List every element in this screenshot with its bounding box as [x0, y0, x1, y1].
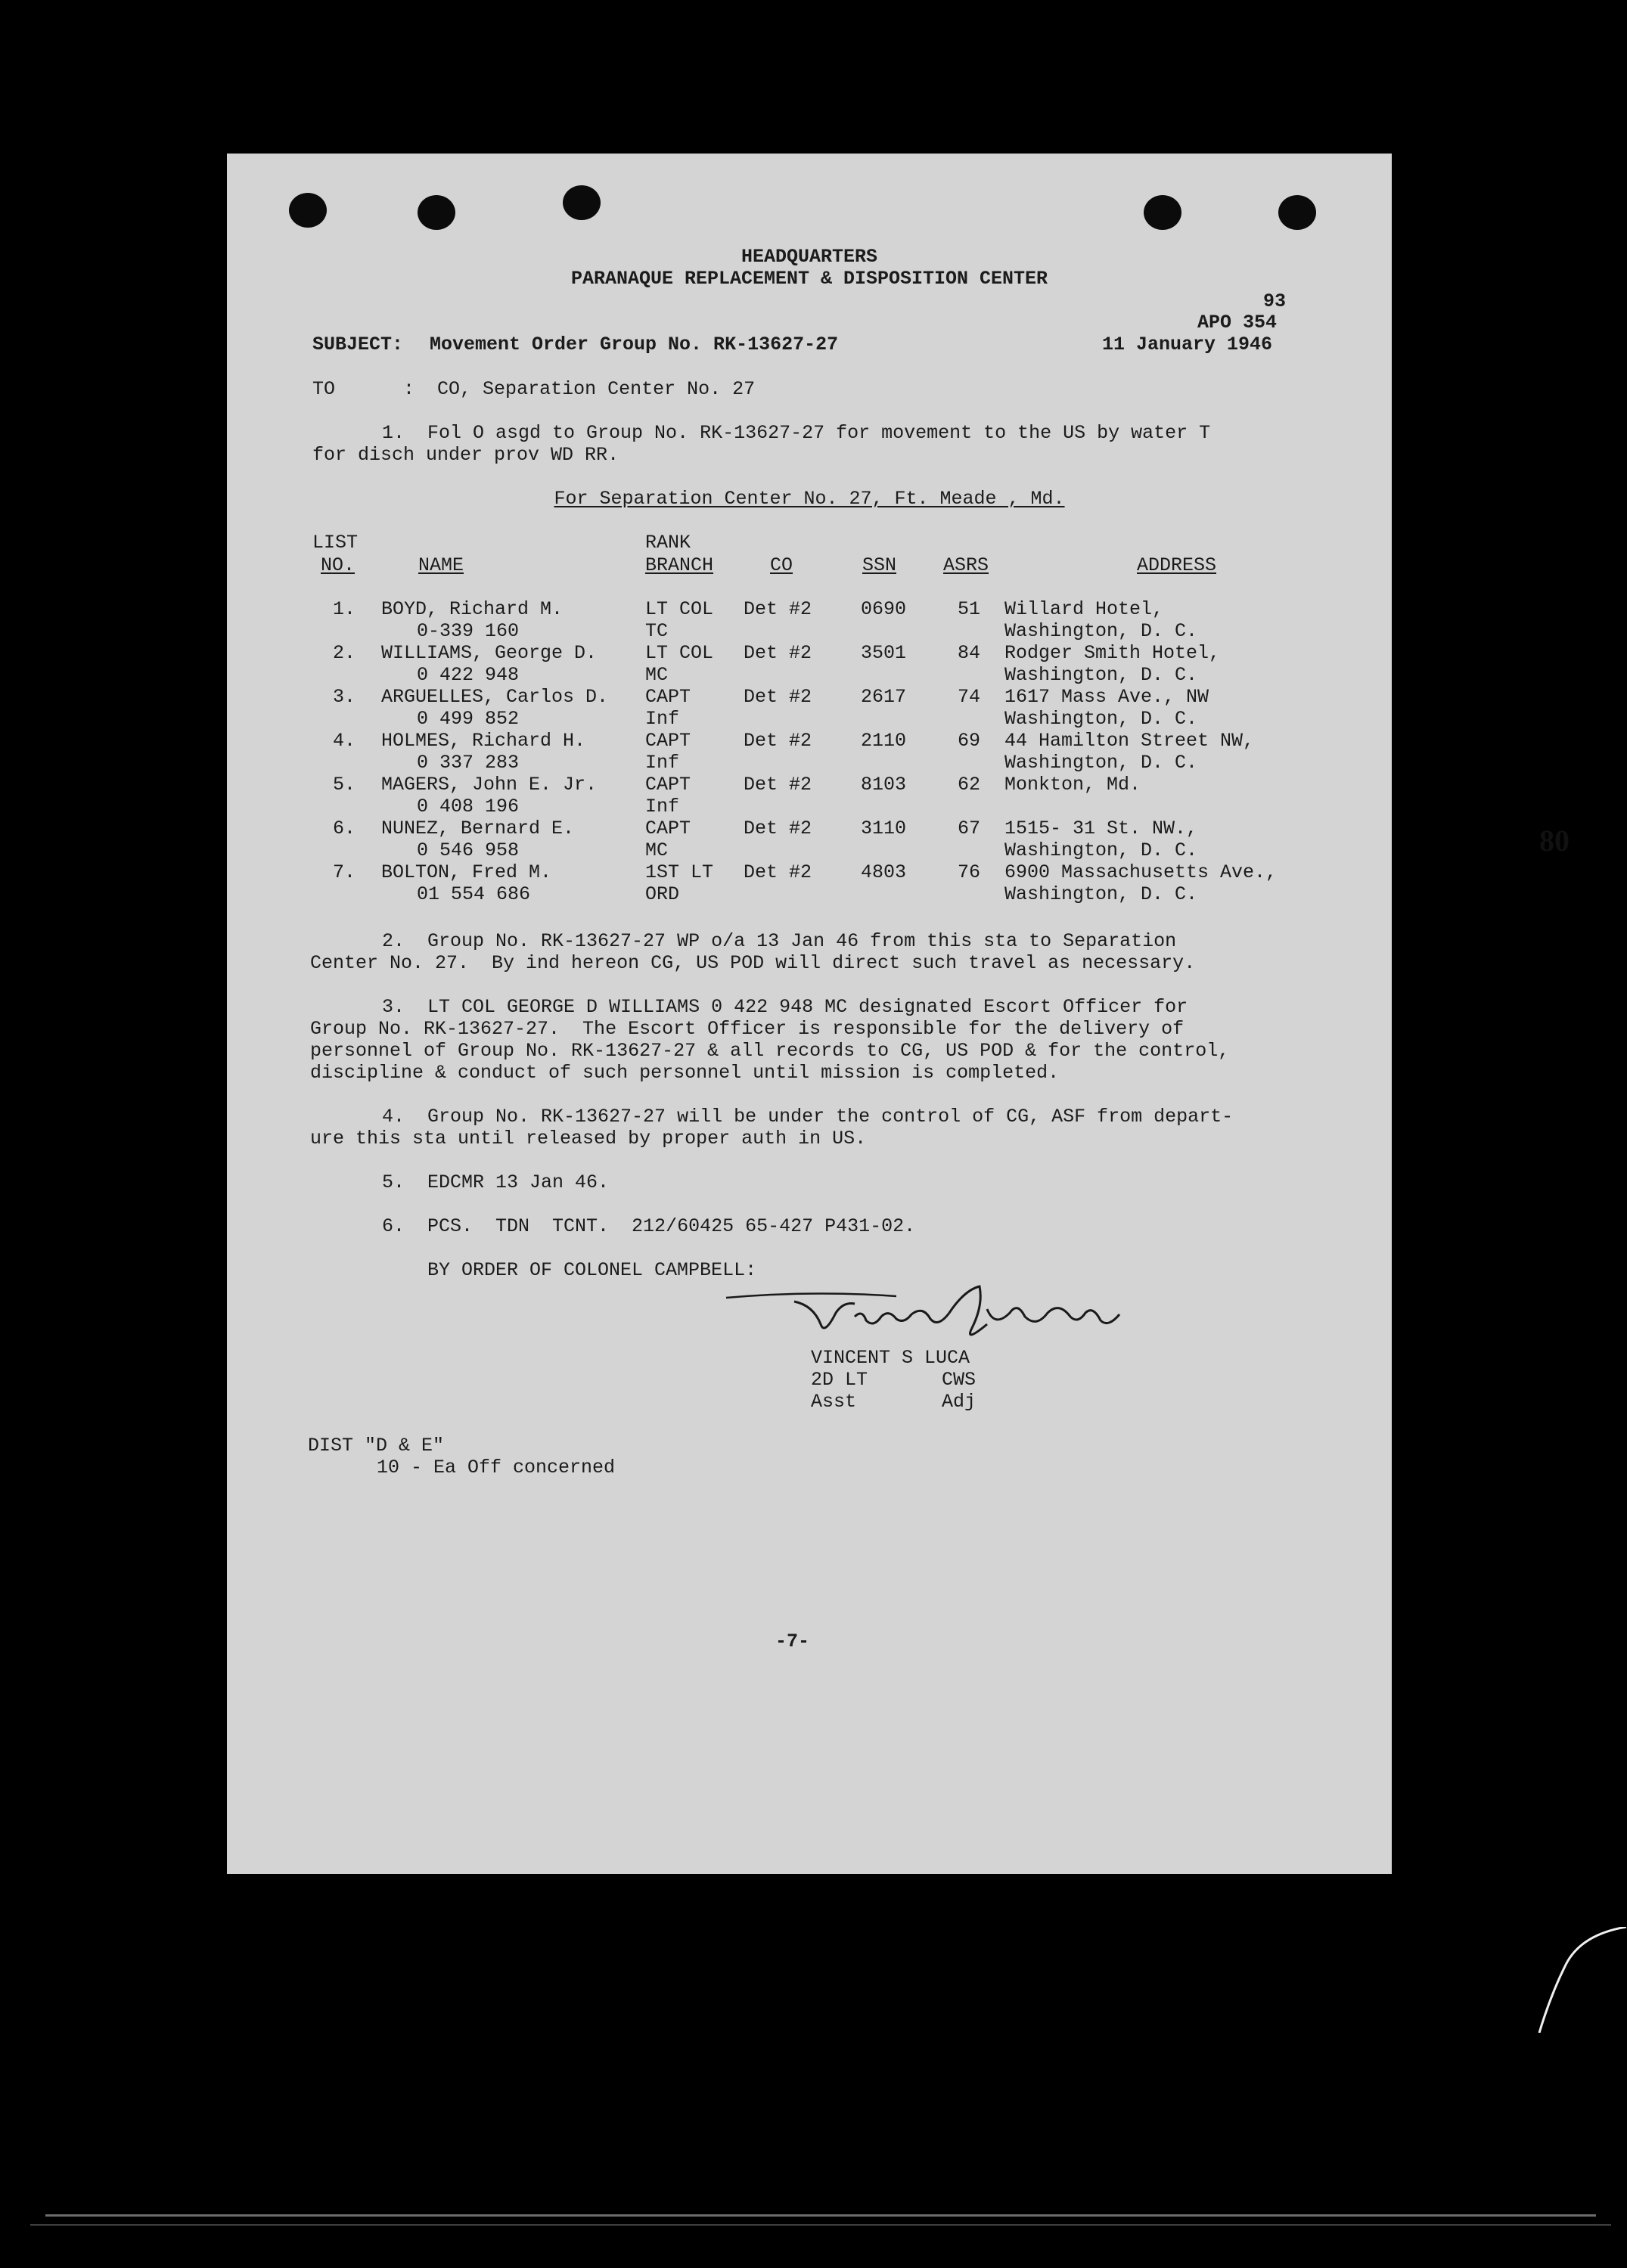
paragraph-4-line-2: ure this sta until released by proper auth in US.: [310, 1128, 867, 1150]
order-line: BY ORDER OF COLONEL CAMPBELL:: [427, 1259, 757, 1281]
row-name: HOLMES, Richard H.: [381, 730, 586, 752]
row-address-1: 1515- 31 St. NW.,: [1004, 818, 1198, 839]
punch-hole: [563, 185, 601, 220]
apo-number: APO 354: [1197, 312, 1278, 334]
header-rank: RANK: [645, 532, 691, 554]
row-serial: 0 499 852: [417, 708, 520, 730]
row-co: Det #2: [744, 861, 812, 883]
row-branch: Inf: [645, 752, 680, 774]
row-name: BOLTON, Fred M.: [381, 861, 552, 883]
punch-hole: [289, 193, 327, 228]
row-branch: TC: [645, 620, 669, 642]
row-rank: CAPT: [645, 686, 691, 708]
row-ssn: 8103: [861, 774, 907, 796]
row-address-1: Rodger Smith Hotel,: [1004, 642, 1221, 664]
row-asrs: 69: [958, 730, 981, 752]
to-label: TO :: [312, 378, 415, 400]
row-address-2: Washington, D. C.: [1004, 620, 1198, 642]
row-serial: 0 546 958: [417, 839, 520, 861]
row-branch: MC: [645, 664, 669, 686]
header-line-1: HEADQUARTERS: [741, 246, 878, 268]
page-number: -7-: [775, 1630, 810, 1652]
row-co: Det #2: [744, 598, 812, 620]
row-asrs: 84: [958, 642, 981, 664]
paragraph-5: 5. EDCMR 13 Jan 46.: [382, 1171, 610, 1193]
distribution-detail: 10 - Ea Off concerned: [377, 1457, 616, 1478]
row-number: 3.: [333, 686, 356, 708]
row-address-2: Washington, D. C.: [1004, 883, 1198, 905]
row-co: Det #2: [744, 642, 812, 664]
row-ssn: 3110: [861, 818, 907, 839]
row-number: 7.: [333, 861, 356, 883]
folio-stamp: 80: [1539, 824, 1570, 858]
header-co: CO: [770, 554, 793, 576]
to-line: [312, 378, 755, 400]
header-asrs: ASRS: [943, 554, 989, 576]
signer-title-2: Adj: [942, 1391, 977, 1413]
subject-label: SUBJECT:: [312, 334, 404, 355]
header-list-no: NO.: [321, 554, 356, 576]
row-branch: ORD: [645, 883, 680, 905]
signer-rank: 2D LT: [811, 1369, 868, 1391]
row-number: 6.: [333, 818, 356, 839]
row-name: MAGERS, John E. Jr.: [381, 774, 598, 796]
row-address-2: Washington, D. C.: [1004, 664, 1198, 686]
row-asrs: 74: [958, 686, 981, 708]
row-rank: CAPT: [645, 774, 691, 796]
distribution-label: DIST "D & E": [308, 1435, 445, 1457]
document-date: 11 January 1946: [1102, 334, 1273, 355]
header-ssn: SSN: [862, 554, 897, 576]
row-co: Det #2: [744, 818, 812, 839]
row-address-1: 44 Hamilton Street NW,: [1004, 730, 1255, 752]
paragraph-2-line-2: Center No. 27. By ind hereon CG, US POD will direct such travel as necessary.: [310, 952, 1196, 974]
paragraph-1-line-2: for disch under prov WD RR.: [312, 444, 619, 466]
row-address-1: Monkton, Md.: [1004, 774, 1141, 796]
row-asrs: 62: [958, 774, 981, 796]
paragraph-3-line-1: 3. LT COL GEORGE D WILLIAMS 0 422 948 MC designated Escort Officer for: [382, 996, 1188, 1018]
row-rank: CAPT: [645, 730, 691, 752]
row-name: WILLIAMS, George D.: [381, 642, 598, 664]
paragraph-3-line-4: discipline & conduct of such personnel until mission is completed.: [310, 1062, 1060, 1084]
header-address: ADDRESS: [1137, 554, 1217, 576]
subject-text: Movement Order Group No. RK-13627-27: [430, 334, 839, 355]
punch-hole: [1144, 195, 1181, 230]
header-list: LIST: [312, 532, 359, 554]
row-ssn: 3501: [861, 642, 907, 664]
paragraph-2-line-1: 2. Group No. RK-13627-27 WP o/a 13 Jan 46 from this sta to Separation: [382, 930, 1177, 952]
row-address-1: Willard Hotel,: [1004, 598, 1164, 620]
row-rank: CAPT: [645, 818, 691, 839]
row-address-2: Washington, D. C.: [1004, 839, 1198, 861]
row-number: 5.: [333, 774, 356, 796]
paragraph-1-line-1: 1. Fol O asgd to Group No. RK-13627-27 for movement to the US by water T: [382, 422, 1211, 444]
row-number: 2.: [333, 642, 356, 664]
row-serial: 0-339 160: [417, 620, 520, 642]
row-serial: 0 337 283: [417, 752, 520, 774]
row-rank: LT COL: [645, 642, 714, 664]
row-branch: Inf: [645, 708, 680, 730]
header-name: NAME: [418, 554, 464, 576]
punch-hole: [1278, 195, 1316, 230]
document-page: [227, 154, 1570, 1874]
header-line-2: PARANAQUE REPLACEMENT & DISPOSITION CENTER: [570, 268, 1048, 290]
row-serial: 0 422 948: [417, 664, 520, 686]
row-serial: 0 408 196: [417, 796, 520, 818]
paragraph-6: 6. PCS. TDN TCNT. 212/60425 65-427 P431-02.: [382, 1215, 916, 1237]
header-branch: BRANCH: [645, 554, 714, 576]
row-rank: 1ST LT: [645, 861, 714, 883]
paragraph-3-line-2: Group No. RK-13627-27. The Escort Officer is responsible for the delivery of: [310, 1018, 1185, 1040]
row-asrs: 51: [958, 598, 981, 620]
signer-title-1: Asst: [811, 1391, 857, 1413]
row-number: 4.: [333, 730, 356, 752]
row-address-1: 1617 Mass Ave., NW: [1004, 686, 1209, 708]
scan-line: [45, 2214, 1596, 2217]
row-co: Det #2: [744, 730, 812, 752]
signer-name: VINCENT S LUCA: [811, 1347, 970, 1369]
row-co: Det #2: [744, 686, 812, 708]
row-ssn: 2617: [861, 686, 907, 708]
scan-line: [30, 2224, 1611, 2226]
row-rank: LT COL: [645, 598, 714, 620]
row-co: Det #2: [744, 774, 812, 796]
section-title: For Separation Center No. 27, Ft. Meade , Md.: [554, 488, 1065, 510]
row-asrs: 76: [958, 861, 981, 883]
row-ssn: 4803: [861, 861, 907, 883]
paragraph-3-line-3: personnel of Group No. RK-13627-27 & all records to CG, US POD & for the control,: [310, 1040, 1230, 1062]
document-number: 93: [1263, 290, 1287, 312]
row-address-2: Washington, D. C.: [1004, 752, 1198, 774]
row-ssn: 0690: [861, 598, 907, 620]
row-branch: Inf: [645, 796, 680, 818]
row-name: ARGUELLES, Carlos D.: [381, 686, 609, 708]
punch-hole: [418, 195, 455, 230]
row-name: BOYD, Richard M.: [381, 598, 564, 620]
row-address-2: Washington, D. C.: [1004, 708, 1198, 730]
to-recipient: CO, Separation Center No. 27: [437, 378, 756, 400]
paragraph-4-line-1: 4. Group No. RK-13627-27 will be under the control of CG, ASF from depart-: [382, 1106, 1234, 1128]
torn-corner: [1535, 1927, 1626, 2033]
signer-branch: CWS: [942, 1369, 977, 1391]
row-name: NUNEZ, Bernard E.: [381, 818, 575, 839]
row-branch: MC: [645, 839, 669, 861]
row-ssn: 2110: [861, 730, 907, 752]
row-address-1: 6900 Massachusetts Ave.,: [1004, 861, 1278, 883]
row-number: 1.: [333, 598, 356, 620]
row-asrs: 67: [958, 818, 981, 839]
row-serial: 01 554 686: [417, 883, 531, 905]
